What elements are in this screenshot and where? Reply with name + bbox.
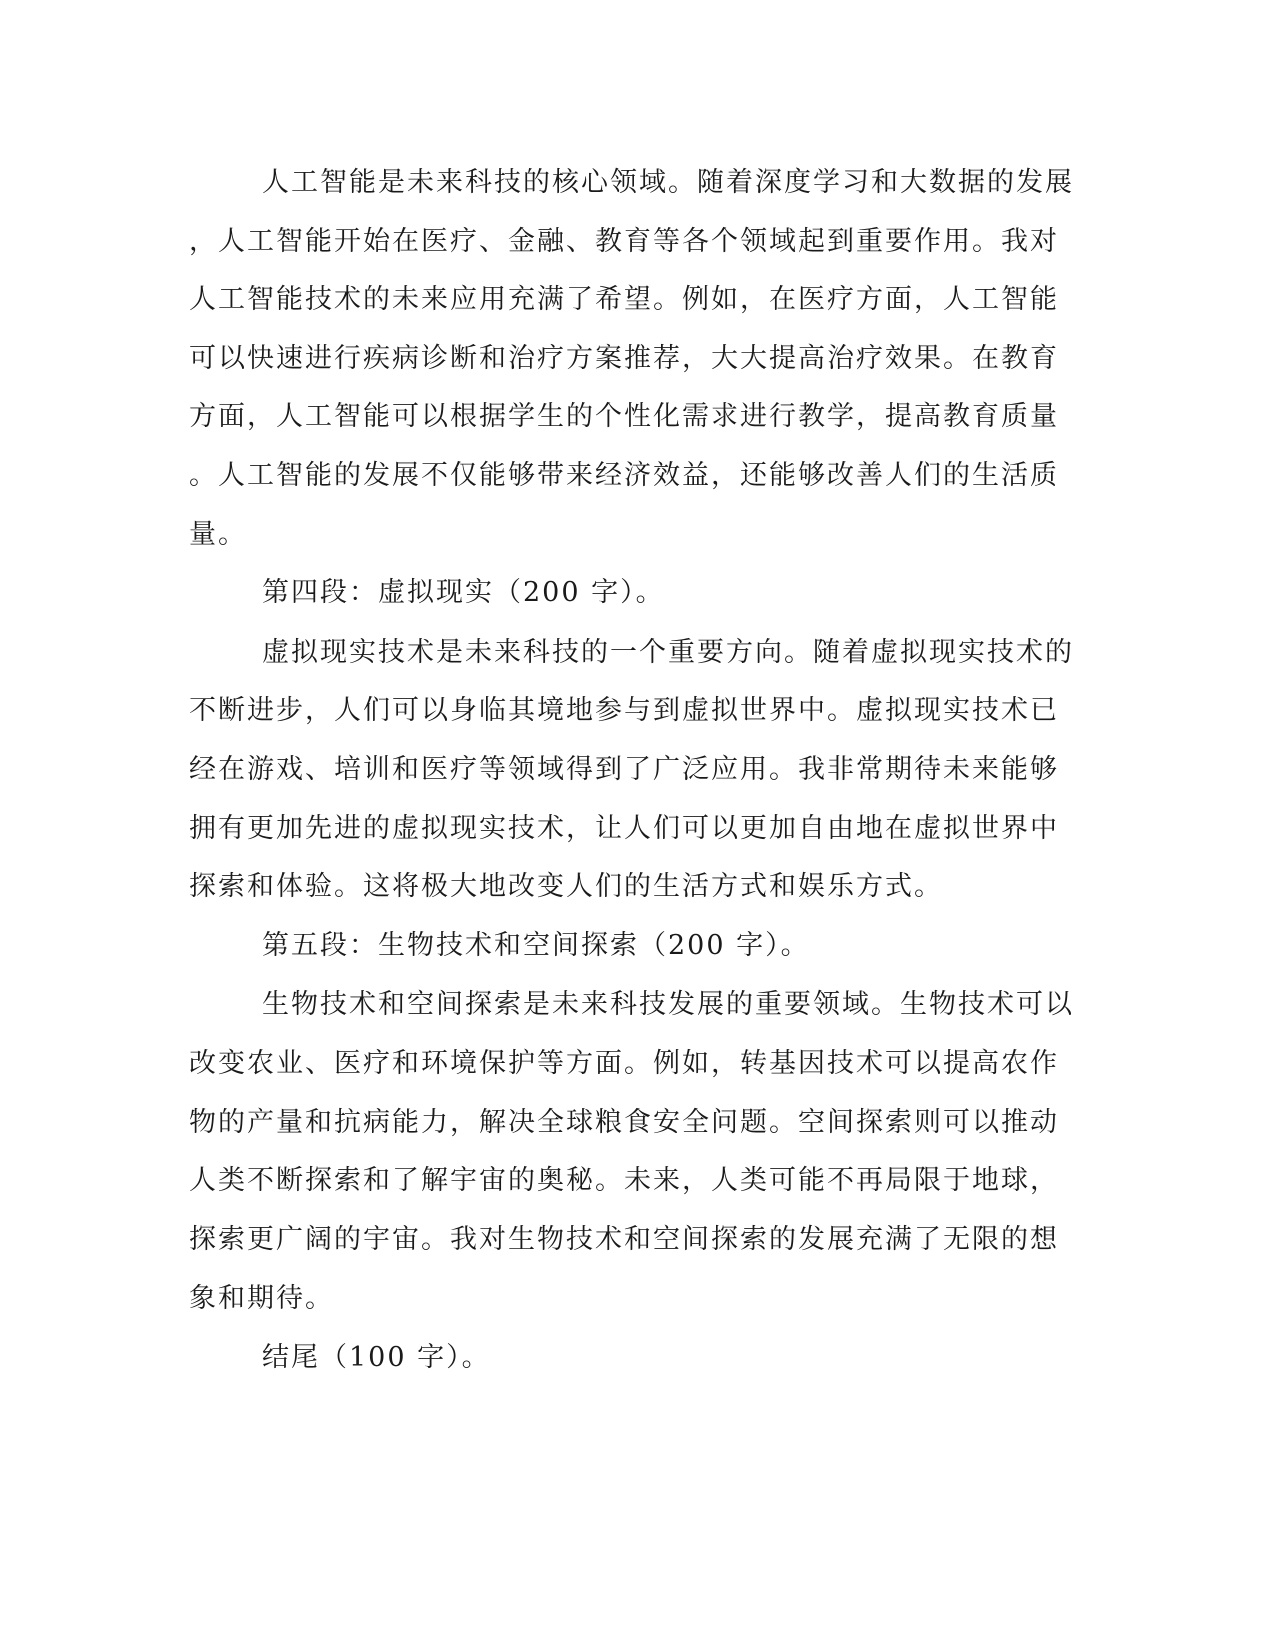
- paragraph-ai-line-2: ，人工智能开始在医疗、金融、教育等各个领域起到重要作用。我对: [189, 226, 1059, 257]
- paragraph-ai-line-1: 人工智能是未来科技的核心领域。随着深度学习和大数据的发展: [262, 167, 1074, 198]
- paragraph-ai-line-6: 。人工智能的发展不仅能够带来经济效益，还能够改善人们的生活质: [189, 460, 1059, 491]
- paragraph-ai-line-3: 人工智能技术的未来应用充满了希望。例如，在医疗方面，人工智能: [189, 284, 1059, 315]
- paragraph-ai-line-4: 可以快速进行疾病诊断和治疗方案推荐，大大提高治疗效果。在教育: [189, 343, 1059, 374]
- paragraph-vr-line-4: 拥有更加先进的虚拟现实技术，让人们可以更加自由地在虚拟世界中: [189, 813, 1059, 844]
- section-heading-5: 第五段：生物技术和空间探索（200 字）。: [262, 930, 810, 961]
- paragraph-ai-line-7: 量。: [189, 519, 247, 550]
- paragraph-vr-line-3: 经在游戏、培训和医疗等领域得到了广泛应用。我非常期待未来能够: [189, 754, 1059, 785]
- paragraph-bio-line-1: 生物技术和空间探索是未来科技发展的重要领域。生物技术可以: [262, 989, 1074, 1020]
- paragraph-bio-line-3: 物的产量和抗病能力，解决全球粮食安全问题。空间探索则可以推动: [189, 1107, 1059, 1138]
- paragraph-vr-line-2: 不断进步，人们可以身临其境地参与到虚拟世界中。虚拟现实技术已: [189, 695, 1059, 726]
- paragraph-bio-line-4: 人类不断探索和了解宇宙的奥秘。未来，人类可能不再局限于地球，: [189, 1165, 1059, 1196]
- paragraph-ai-line-5: 方面，人工智能可以根据学生的个性化需求进行教学，提高教育质量: [189, 401, 1059, 432]
- paragraph-bio-line-6: 象和期待。: [189, 1283, 334, 1314]
- paragraph-bio-line-2: 改变农业、医疗和环境保护等方面。例如，转基因技术可以提高农作: [189, 1048, 1059, 1079]
- section-heading-4: 第四段：虚拟现实（200 字）。: [262, 577, 665, 608]
- section-heading-ending: 结尾（100 字）。: [262, 1342, 491, 1373]
- paragraph-bio-line-5: 探索更广阔的宇宙。我对生物技术和空间探索的发展充满了无限的想: [189, 1224, 1059, 1255]
- paragraph-vr-line-5: 探索和体验。这将极大地改变人们的生活方式和娱乐方式。: [189, 871, 943, 902]
- paragraph-vr-line-1: 虚拟现实技术是未来科技的一个重要方向。随着虚拟现实技术的: [262, 637, 1074, 668]
